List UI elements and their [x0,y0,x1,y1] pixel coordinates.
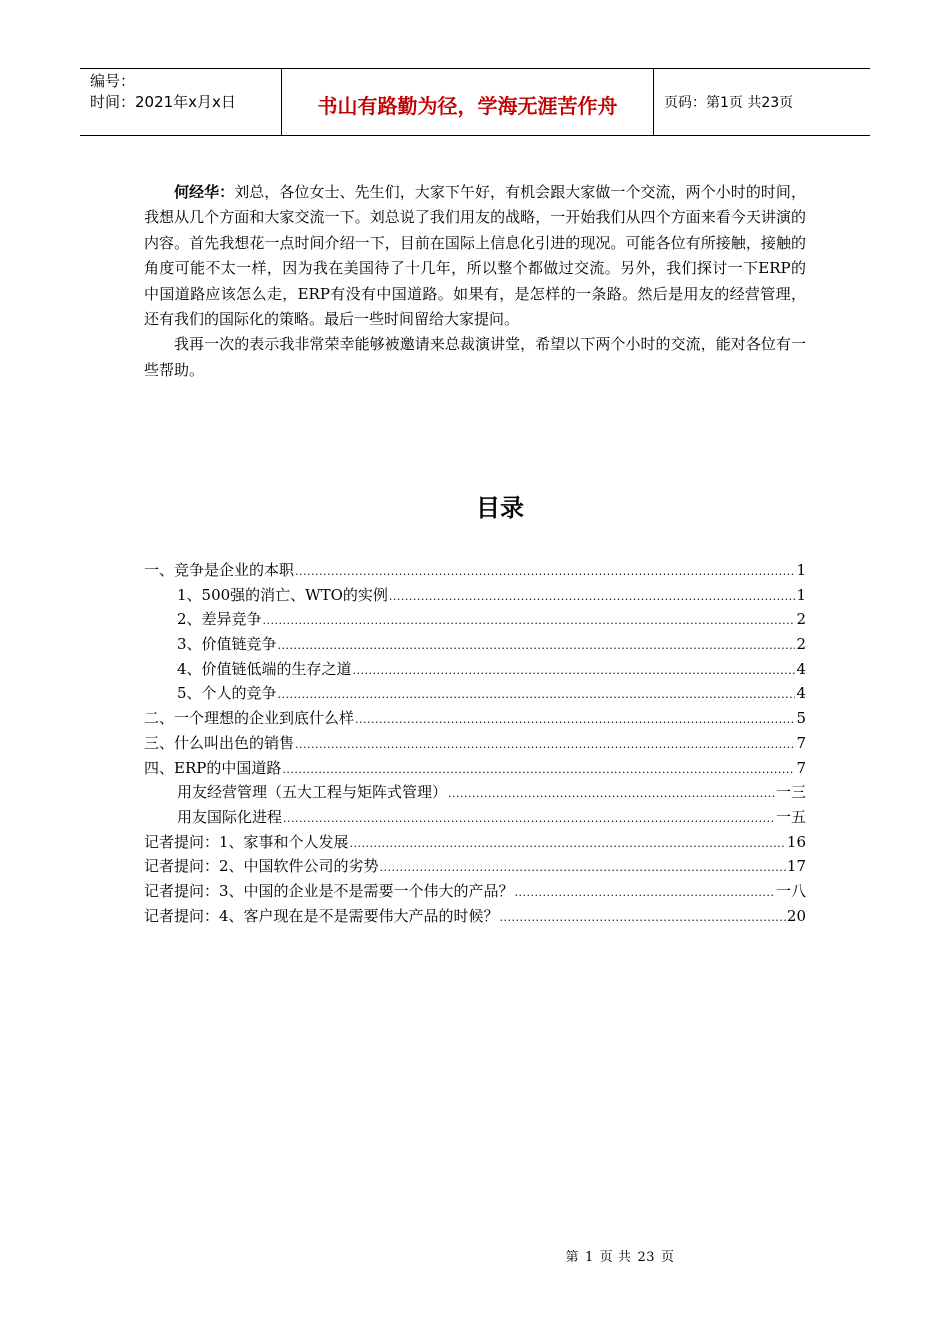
toc-leader-dots [380,856,786,881]
toc-entry-label: 用友经营管理（五大工程与矩阵式管理） [177,783,448,802]
toc-entry[interactable] [144,731,806,756]
toc-leader-dots [263,609,796,634]
speaker-name: 何经华： [174,183,235,201]
toc-entry-page: 2 [796,610,806,629]
toc-leader-dots [389,585,796,610]
toc-entry-page: 17 [786,857,806,876]
toc-leader-dots [353,659,796,684]
toc-entry-page: 16 [786,832,806,851]
toc-entry[interactable] [144,657,806,682]
toc-leader-dots [350,832,786,857]
toc-entry[interactable] [144,879,806,904]
toc-entry[interactable] [144,756,806,781]
toc-entry-label: 2、差异竞争 [177,610,262,629]
toc-entry-page: 7 [796,758,806,777]
paragraph-1-text: 刘总，各位女士、先生们，大家下午好，有机会跟大家做一个交流，两个小时的时间，我想从几个方面和大家交流一下。刘总说了我们用友的战略，一开始我们从四个方面来看今天讲演的内容。首先我想花一点时间介绍一下，目前在国际上信息化引进的现况。可能各位有所接触，接触的角度可能不太一样，因为我在美国待了十几年，所以整个都做过交流。另外，我们探讨一下ERP的中国道路应该怎么走，ERP有没有中国道路。如果有，是怎样的一条路。然后是用友的经营管理，还有我们的国际化的策略。最后一些时间留给大家提问。 [144,183,806,329]
page-header [80,68,870,136]
toc-entry[interactable] [144,780,806,805]
toc-entry-label: 一、竞争是企业的本职 [144,561,295,579]
footer-middle: 页 共 [599,1250,632,1265]
toc-entry[interactable] [144,706,806,731]
toc-leader-dots [515,881,775,906]
toc-entry-label: 3、价值链竞争 [177,635,277,654]
toc-leader-dots [278,634,796,659]
toc-entry[interactable] [144,904,806,929]
toc-entry[interactable] [144,681,806,706]
toc-entry-page: 1 [796,585,806,604]
toc-entry-label: 用友国际化进程 [177,807,283,826]
toc-leader-dots [448,782,775,807]
toc-leader-dots [295,560,795,585]
toc-leader-dots [282,758,795,783]
toc-entry-label: 记者提问：4、客户现在是不是需要伟大产品的时候？ [144,906,499,925]
intro-text [144,180,806,383]
toc-entry[interactable] [144,583,806,608]
toc-entry-page: 2 [796,635,806,654]
toc-entry-page: 4 [796,684,806,703]
header-page-info: 页码：第1页 共23页 [664,95,794,111]
toc-entry-label: 四、ERP的中国道路 [144,758,282,777]
toc-entry-label: 记者提问：3、中国的企业是不是需要一个伟大的产品？ [144,881,514,900]
toc-title: 目录 [476,494,524,522]
toc-entry-label: 1、500强的消亡、WTO的实例 [177,585,388,604]
toc-entry-label: 4、价值链低端的生存之道 [177,659,352,678]
toc-entry-page: 5 [796,709,806,728]
toc-entry-label: 二、一个理想的企业到底什么样 [144,709,355,728]
toc-entry-label: 记者提问：2、中国软件公司的劣势 [144,857,379,876]
toc-leader-dots [278,683,796,708]
toc-entry-label: 记者提问：1、家事和个人发展 [144,832,349,851]
toc-entry[interactable] [144,854,806,879]
footer-current-page: 1 [585,1250,594,1265]
header-meta [80,69,282,135]
toc-entry[interactable] [144,607,806,632]
toc-entry-page: 20 [786,906,806,925]
toc-entry[interactable] [144,632,806,657]
intro-paragraph-2: 我再一次的表示我非常荣幸能够被邀请来总裁演讲堂，希望以下两个小时的交流，能对各位有一些帮助。 [144,335,806,379]
toc-entry-page: 4 [796,659,806,678]
footer-suffix: 页 [660,1250,675,1265]
footer-total-pages: 23 [637,1250,655,1265]
number-label: 编号： [90,72,136,90]
intro-paragraph-1 [144,180,806,332]
time-label: 时间：2021年x月x日 [90,93,236,111]
toc-entry-page: 一八 [775,881,806,900]
toc-entry-page: 7 [796,733,806,752]
header-motto: 书山有路勤为径，学海无涯苦作舟 [282,69,654,135]
toc-leader-dots [355,708,795,733]
toc-entry-page: 一五 [775,807,806,826]
toc-leader-dots [500,906,786,931]
footer-prefix: 第 [565,1250,580,1265]
toc-entry[interactable] [144,830,806,855]
toc-leader-dots [283,807,775,832]
toc-leader-dots [295,733,795,758]
page-footer [0,1246,950,1265]
toc-entry-page: 一三 [775,783,806,802]
table-of-contents [144,558,806,928]
toc-entry-page: 1 [796,561,806,579]
toc-entry-label: 三、什么叫出色的销售 [144,733,295,752]
toc-entry[interactable] [144,558,806,583]
toc-entry-label: 5、个人的竞争 [177,684,277,703]
toc-entry[interactable] [144,805,806,830]
